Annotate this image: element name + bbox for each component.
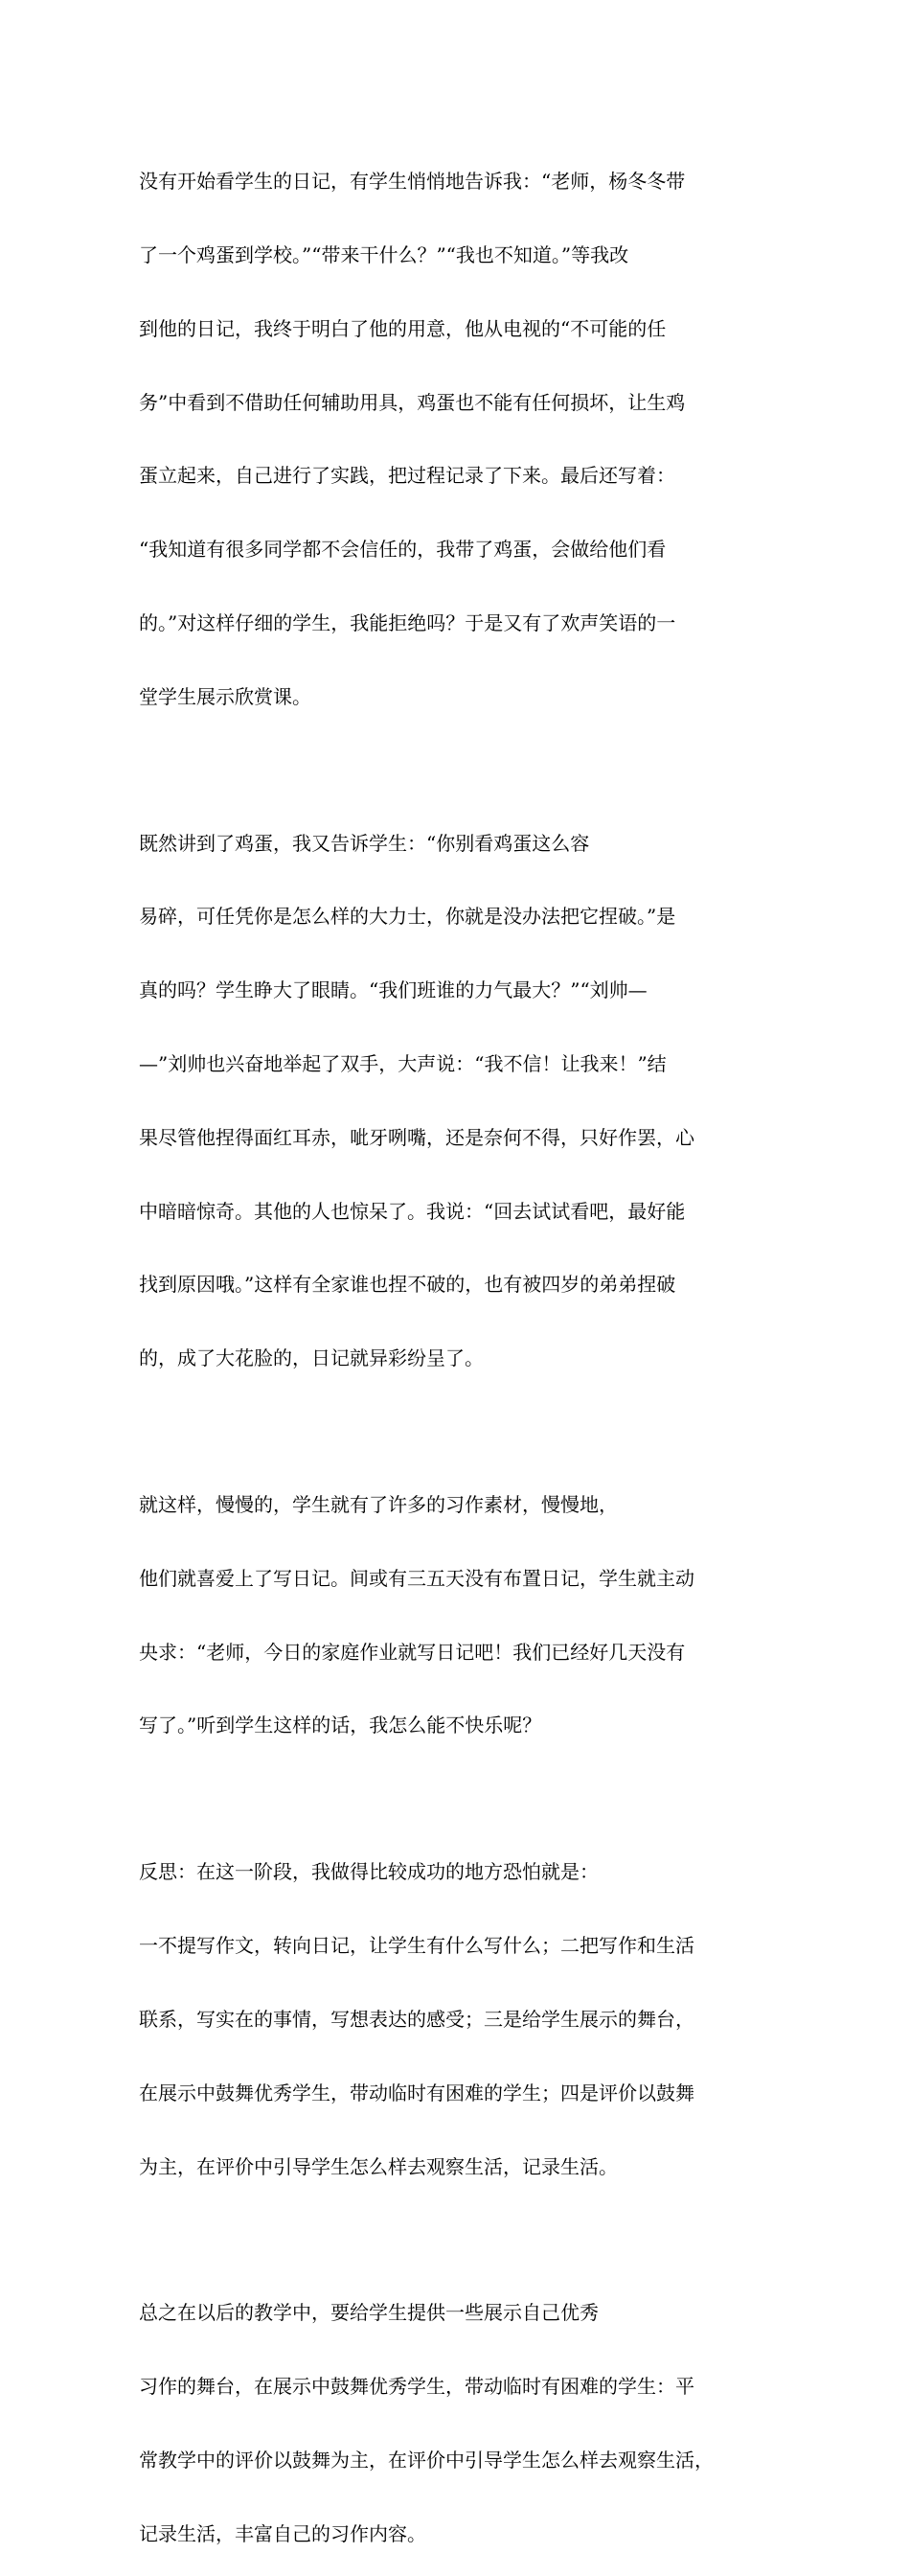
- text-line: 到他的日记，我终于明白了他的用意，他从电视的“不可能的任: [139, 316, 667, 340]
- text-line: 的，成了大花脸的，日记就异彩纷呈了。: [139, 1346, 484, 1370]
- text-line: —”刘帅也兴奋地举起了双手，大声说：“我不信！让我来！”结: [139, 1051, 667, 1075]
- text-line: 了一个鸡蛋到学校。”“带来干什么？”“我也不知道。”等我改: [139, 242, 629, 266]
- text-line: 反思：在这一阶段，我做得比较成功的地方恐怕就是：: [139, 1860, 599, 1884]
- text-line: 蛋立起来，自己进行了实践，把过程记录了下来。最后还写着：: [139, 464, 675, 488]
- paragraph-1: [139, 121, 779, 758]
- paragraph-4: [139, 1811, 779, 2228]
- text-line: 联系，写实在的事情，写想表达的感受；三是给学生展示的舞台，: [139, 2007, 694, 2031]
- text-line: 既然讲到了鸡蛋，我又告诉学生：“你别看鸡蛋这么容: [139, 831, 590, 855]
- text-line: 他们就喜爱上了写日记。间或有三五天没有布置日记，学生就主动: [139, 1566, 694, 1590]
- document-body: [139, 121, 779, 2576]
- text-line: 习作的舞台，在展示中鼓舞优秀学生，带动临时有困难的学生：平: [139, 2375, 694, 2399]
- text-line: 的。”对这样仔细的学生，我能拒绝吗？于是又有了欢声笑语的一: [139, 610, 676, 634]
- text-line: 找到原因哦。”这样有全家谁也捏不破的，也有被四岁的弟弟捏破: [139, 1273, 676, 1297]
- text-line: 没有开始看学生的日记，有学生悄悄地告诉我：“老师，杨冬冬带: [139, 170, 686, 194]
- paragraph-5: [139, 2252, 779, 2576]
- paragraph-2: [139, 782, 779, 1419]
- text-line: “我知道有很多同学都不会信任的，我带了鸡蛋，会做给他们看: [139, 538, 667, 562]
- text-line: 真的吗？学生睁大了眼睛。“我们班谁的力气最大？”“刘帅—: [139, 978, 648, 1002]
- text-line: 为主，在评价中引导学生怎么样去观察生活，记录生活。: [139, 2154, 618, 2178]
- text-line: 写了。”听到学生这样的话，我怎么能不快乐呢？: [139, 1714, 542, 1737]
- text-line: 央求：“老师，今日的家庭作业就写日记吧！我们已经好几天没有: [139, 1640, 686, 1664]
- text-line: 记录生活，丰富自己的习作内容。: [139, 2521, 426, 2545]
- text-line: 在展示中鼓舞优秀学生，带动临时有困难的学生；四是评价以鼓舞: [139, 2081, 694, 2104]
- text-line: 堂学生展示欣赏课。: [139, 684, 311, 708]
- text-line: 就这样，慢慢的，学生就有了许多的习作素材，慢慢地，: [139, 1493, 618, 1517]
- text-line: 务”中看到不借助任何辅助用具，鸡蛋也不能有任何损坏，让生鸡: [139, 390, 686, 414]
- text-line: 总之在以后的教学中，要给学生提供一些展示自己优秀: [139, 2301, 599, 2325]
- paragraph-3: [139, 1444, 779, 1787]
- text-line: 一不提写作文，转向日记，让学生有什么写什么；二把写作和生活: [139, 1934, 694, 1958]
- text-line: 常教学中的评价以鼓舞为主，在评价中引导学生怎么样去观察生活，: [139, 2449, 714, 2472]
- text-line: 易碎，可任凭你是怎么样的大力士，你就是没办法把它捏破。”是: [139, 905, 676, 929]
- text-line: 中暗暗惊奇。其他的人也惊呆了。我说：“回去试试看吧，最好能: [139, 1199, 686, 1223]
- text-line: 果尽管他捏得面红耳赤，呲牙咧嘴，还是奈何不得，只好作罢，心: [139, 1125, 694, 1149]
